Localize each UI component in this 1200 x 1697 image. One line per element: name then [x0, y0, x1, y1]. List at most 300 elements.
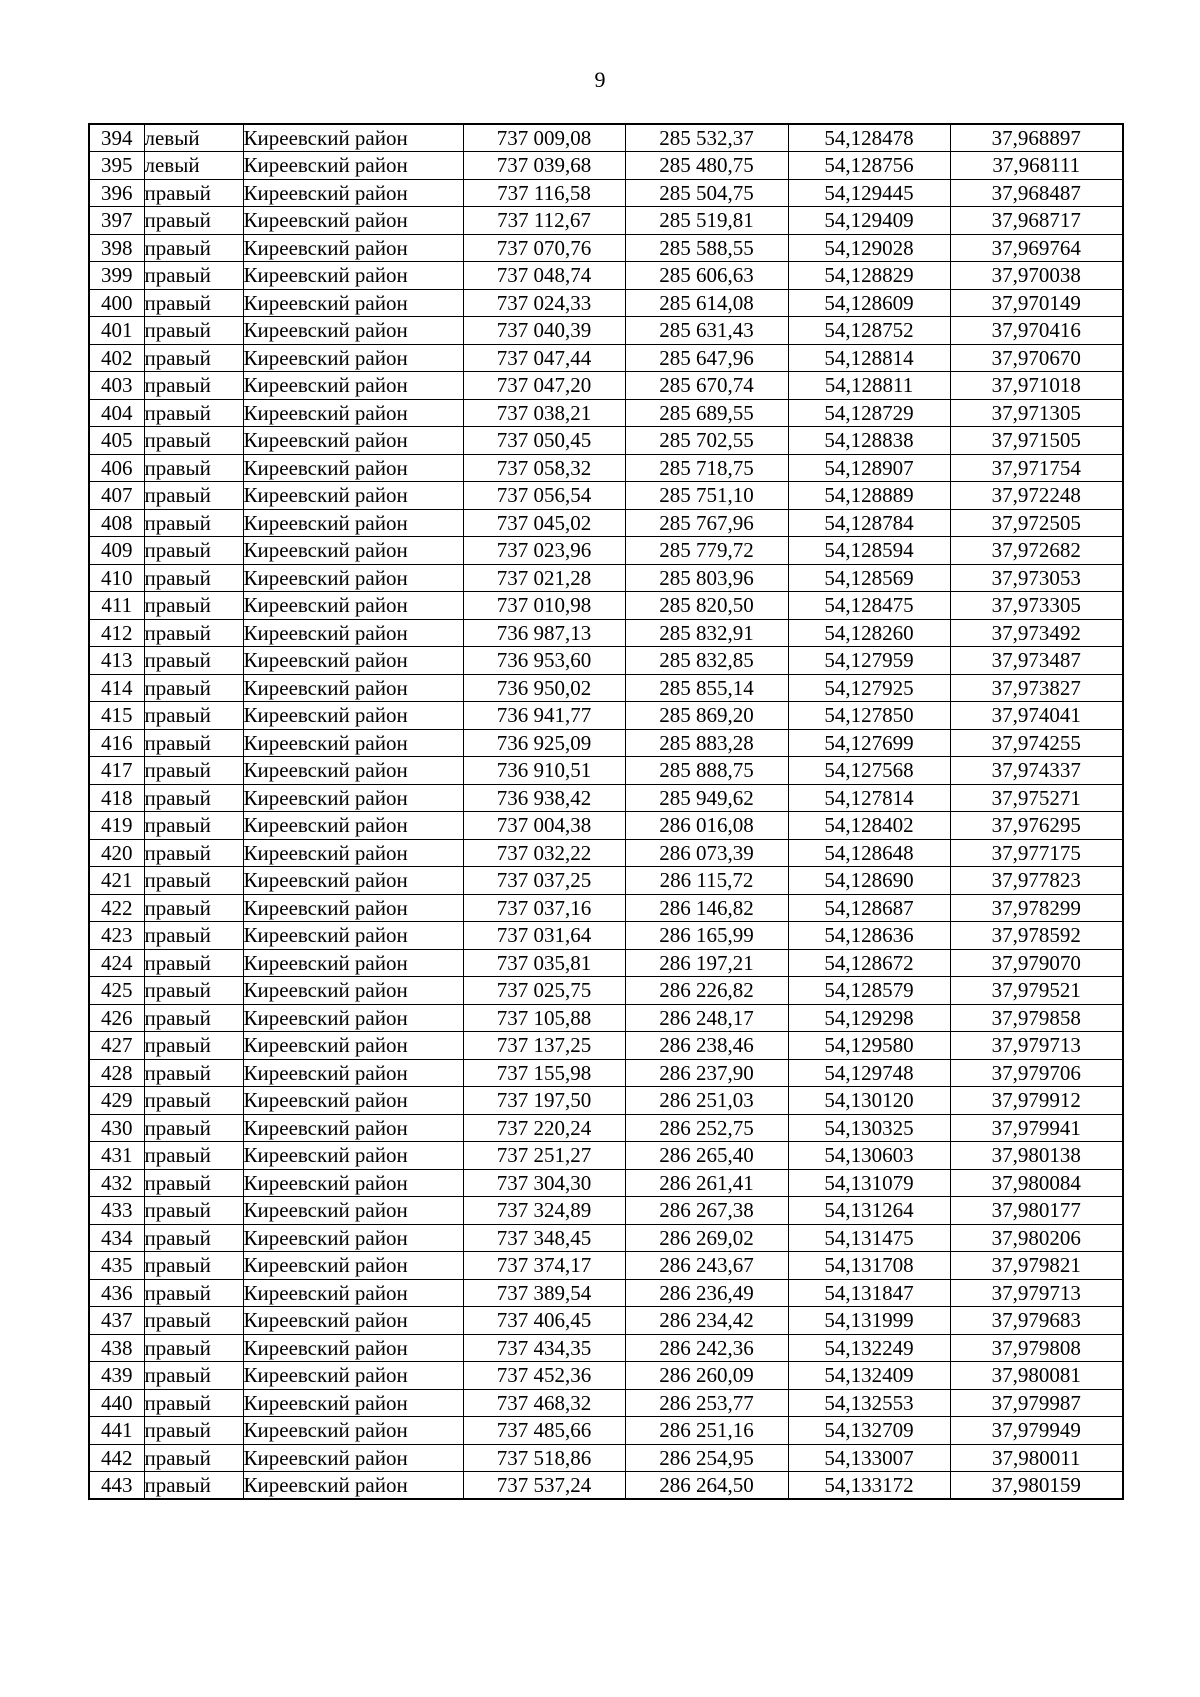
district-cell: Киреевский район	[243, 509, 463, 537]
x-coordinate-cell: 737 105,88	[463, 1004, 625, 1032]
y-coordinate-cell: 285 631,43	[625, 317, 788, 345]
longitude-cell: 37,979683	[950, 1307, 1123, 1335]
latitude-cell: 54,128402	[788, 812, 950, 840]
point-number-cell: 417	[89, 757, 144, 785]
district-cell: Киреевский район	[243, 262, 463, 290]
latitude-cell: 54,129409	[788, 207, 950, 235]
longitude-cell: 37,977175	[950, 839, 1123, 867]
table-row	[89, 812, 1123, 840]
district-cell: Киреевский район	[243, 674, 463, 702]
district-cell: Киреевский район	[243, 399, 463, 427]
district-cell: Киреевский район	[243, 1114, 463, 1142]
bank-side-cell: правый	[144, 619, 243, 647]
bank-side-cell: правый	[144, 1417, 243, 1445]
bank-side-cell: правый	[144, 1059, 243, 1087]
point-number-cell: 412	[89, 619, 144, 647]
district-cell: Киреевский район	[243, 427, 463, 455]
point-number-cell: 426	[89, 1004, 144, 1032]
longitude-cell: 37,971505	[950, 427, 1123, 455]
longitude-cell: 37,972248	[950, 482, 1123, 510]
bank-side-cell: правый	[144, 1334, 243, 1362]
longitude-cell: 37,980177	[950, 1197, 1123, 1225]
y-coordinate-cell: 286 260,09	[625, 1362, 788, 1390]
table-row	[89, 1059, 1123, 1087]
point-number-cell: 428	[89, 1059, 144, 1087]
district-cell: Киреевский район	[243, 784, 463, 812]
latitude-cell: 54,132409	[788, 1362, 950, 1390]
y-coordinate-cell: 286 234,42	[625, 1307, 788, 1335]
point-number-cell: 419	[89, 812, 144, 840]
point-number-cell: 439	[89, 1362, 144, 1390]
latitude-cell: 54,128636	[788, 922, 950, 950]
bank-side-cell: правый	[144, 757, 243, 785]
y-coordinate-cell: 286 243,67	[625, 1252, 788, 1280]
bank-side-cell: правый	[144, 509, 243, 537]
point-number-cell: 436	[89, 1279, 144, 1307]
y-coordinate-cell: 285 606,63	[625, 262, 788, 290]
latitude-cell: 54,131847	[788, 1279, 950, 1307]
bank-side-cell: правый	[144, 1444, 243, 1472]
longitude-cell: 37,979070	[950, 949, 1123, 977]
table-row	[89, 839, 1123, 867]
table-row	[89, 344, 1123, 372]
longitude-cell: 37,980159	[950, 1472, 1123, 1500]
table-row	[89, 592, 1123, 620]
point-number-cell: 432	[89, 1169, 144, 1197]
point-number-cell: 405	[89, 427, 144, 455]
latitude-cell: 54,129445	[788, 179, 950, 207]
y-coordinate-cell: 286 261,41	[625, 1169, 788, 1197]
table-row	[89, 1472, 1123, 1500]
longitude-cell: 37,975271	[950, 784, 1123, 812]
y-coordinate-cell: 286 253,77	[625, 1389, 788, 1417]
point-number-cell: 395	[89, 152, 144, 180]
longitude-cell: 37,978592	[950, 922, 1123, 950]
y-coordinate-cell: 285 519,81	[625, 207, 788, 235]
bank-side-cell: правый	[144, 1087, 243, 1115]
point-number-cell: 408	[89, 509, 144, 537]
y-coordinate-cell: 286 248,17	[625, 1004, 788, 1032]
latitude-cell: 54,130603	[788, 1142, 950, 1170]
table-row	[89, 729, 1123, 757]
latitude-cell: 54,129748	[788, 1059, 950, 1087]
point-number-cell: 401	[89, 317, 144, 345]
table-row	[89, 1032, 1123, 1060]
point-number-cell: 407	[89, 482, 144, 510]
bank-side-cell: правый	[144, 1169, 243, 1197]
district-cell: Киреевский район	[243, 207, 463, 235]
x-coordinate-cell: 737 050,45	[463, 427, 625, 455]
table-row	[89, 1417, 1123, 1445]
y-coordinate-cell: 286 252,75	[625, 1114, 788, 1142]
district-cell: Киреевский район	[243, 234, 463, 262]
bank-side-cell: правый	[144, 1389, 243, 1417]
bank-side-cell: правый	[144, 812, 243, 840]
x-coordinate-cell: 737 112,67	[463, 207, 625, 235]
bank-side-cell: правый	[144, 564, 243, 592]
bank-side-cell: правый	[144, 647, 243, 675]
y-coordinate-cell: 285 767,96	[625, 509, 788, 537]
table-row	[89, 1334, 1123, 1362]
y-coordinate-cell: 285 888,75	[625, 757, 788, 785]
latitude-cell: 54,132709	[788, 1417, 950, 1445]
bank-side-cell: правый	[144, 949, 243, 977]
x-coordinate-cell: 737 374,17	[463, 1252, 625, 1280]
latitude-cell: 54,131264	[788, 1197, 950, 1225]
table-row	[89, 1114, 1123, 1142]
district-cell: Киреевский район	[243, 1059, 463, 1087]
longitude-cell: 37,969764	[950, 234, 1123, 262]
bank-side-cell: правый	[144, 922, 243, 950]
latitude-cell: 54,128609	[788, 289, 950, 317]
longitude-cell: 37,980081	[950, 1362, 1123, 1390]
table-row	[89, 262, 1123, 290]
table-row	[89, 1279, 1123, 1307]
point-number-cell: 425	[89, 977, 144, 1005]
latitude-cell: 54,127925	[788, 674, 950, 702]
x-coordinate-cell: 737 220,24	[463, 1114, 625, 1142]
longitude-cell: 37,979987	[950, 1389, 1123, 1417]
latitude-cell: 54,131079	[788, 1169, 950, 1197]
table-row	[89, 509, 1123, 537]
district-cell: Киреевский район	[243, 702, 463, 730]
x-coordinate-cell: 737 324,89	[463, 1197, 625, 1225]
y-coordinate-cell: 286 146,82	[625, 894, 788, 922]
latitude-cell: 54,132553	[788, 1389, 950, 1417]
x-coordinate-cell: 737 058,32	[463, 454, 625, 482]
bank-side-cell: правый	[144, 1472, 243, 1500]
table-row	[89, 784, 1123, 812]
district-cell: Киреевский район	[243, 894, 463, 922]
table-row	[89, 399, 1123, 427]
bank-side-cell: правый	[144, 1032, 243, 1060]
district-cell: Киреевский район	[243, 977, 463, 1005]
latitude-cell: 54,131708	[788, 1252, 950, 1280]
y-coordinate-cell: 286 237,90	[625, 1059, 788, 1087]
district-cell: Киреевский район	[243, 1142, 463, 1170]
district-cell: Киреевский район	[243, 482, 463, 510]
x-coordinate-cell: 737 004,38	[463, 812, 625, 840]
x-coordinate-cell: 736 941,77	[463, 702, 625, 730]
longitude-cell: 37,970038	[950, 262, 1123, 290]
latitude-cell: 54,128756	[788, 152, 950, 180]
district-cell: Киреевский район	[243, 729, 463, 757]
table-row	[89, 757, 1123, 785]
bank-side-cell: правый	[144, 1224, 243, 1252]
table-row	[89, 454, 1123, 482]
latitude-cell: 54,129028	[788, 234, 950, 262]
point-number-cell: 409	[89, 537, 144, 565]
y-coordinate-cell: 286 242,36	[625, 1334, 788, 1362]
y-coordinate-cell: 286 265,40	[625, 1142, 788, 1170]
district-cell: Киреевский район	[243, 1444, 463, 1472]
bank-side-cell: правый	[144, 839, 243, 867]
table-row	[89, 289, 1123, 317]
x-coordinate-cell: 737 137,25	[463, 1032, 625, 1060]
district-cell: Киреевский район	[243, 537, 463, 565]
bank-side-cell: правый	[144, 207, 243, 235]
y-coordinate-cell: 285 504,75	[625, 179, 788, 207]
longitude-cell: 37,970149	[950, 289, 1123, 317]
latitude-cell: 54,127699	[788, 729, 950, 757]
point-number-cell: 440	[89, 1389, 144, 1417]
y-coordinate-cell: 286 251,16	[625, 1417, 788, 1445]
point-number-cell: 422	[89, 894, 144, 922]
latitude-cell: 54,131475	[788, 1224, 950, 1252]
district-cell: Киреевский район	[243, 1472, 463, 1500]
point-number-cell: 418	[89, 784, 144, 812]
y-coordinate-cell: 285 588,55	[625, 234, 788, 262]
latitude-cell: 54,128784	[788, 509, 950, 537]
y-coordinate-cell: 285 832,91	[625, 619, 788, 647]
x-coordinate-cell: 737 434,35	[463, 1334, 625, 1362]
x-coordinate-cell: 737 037,25	[463, 867, 625, 895]
coordinates-table-body	[89, 124, 1123, 1499]
latitude-cell: 54,130325	[788, 1114, 950, 1142]
point-number-cell: 413	[89, 647, 144, 675]
district-cell: Киреевский район	[243, 317, 463, 345]
x-coordinate-cell: 737 024,33	[463, 289, 625, 317]
y-coordinate-cell: 286 254,95	[625, 1444, 788, 1472]
latitude-cell: 54,127814	[788, 784, 950, 812]
bank-side-cell: правый	[144, 1362, 243, 1390]
table-row	[89, 152, 1123, 180]
longitude-cell: 37,980084	[950, 1169, 1123, 1197]
bank-side-cell: правый	[144, 262, 243, 290]
point-number-cell: 442	[89, 1444, 144, 1472]
point-number-cell: 414	[89, 674, 144, 702]
longitude-cell: 37,973305	[950, 592, 1123, 620]
x-coordinate-cell: 737 038,21	[463, 399, 625, 427]
y-coordinate-cell: 285 532,37	[625, 124, 788, 152]
point-number-cell: 406	[89, 454, 144, 482]
bank-side-cell: правый	[144, 702, 243, 730]
y-coordinate-cell: 286 238,46	[625, 1032, 788, 1060]
y-coordinate-cell: 286 226,82	[625, 977, 788, 1005]
district-cell: Киреевский район	[243, 564, 463, 592]
district-cell: Киреевский район	[243, 812, 463, 840]
longitude-cell: 37,972682	[950, 537, 1123, 565]
y-coordinate-cell: 286 267,38	[625, 1197, 788, 1225]
longitude-cell: 37,979706	[950, 1059, 1123, 1087]
point-number-cell: 433	[89, 1197, 144, 1225]
point-number-cell: 397	[89, 207, 144, 235]
table-row	[89, 922, 1123, 950]
table-row	[89, 1224, 1123, 1252]
x-coordinate-cell: 737 452,36	[463, 1362, 625, 1390]
point-number-cell: 424	[89, 949, 144, 977]
bank-side-cell: правый	[144, 454, 243, 482]
longitude-cell: 37,968717	[950, 207, 1123, 235]
district-cell: Киреевский район	[243, 839, 463, 867]
district-cell: Киреевский район	[243, 1279, 463, 1307]
bank-side-cell: правый	[144, 234, 243, 262]
longitude-cell: 37,979858	[950, 1004, 1123, 1032]
bank-side-cell: правый	[144, 977, 243, 1005]
x-coordinate-cell: 736 950,02	[463, 674, 625, 702]
y-coordinate-cell: 285 883,28	[625, 729, 788, 757]
x-coordinate-cell: 737 197,50	[463, 1087, 625, 1115]
table-row	[89, 977, 1123, 1005]
bank-side-cell: правый	[144, 317, 243, 345]
point-number-cell: 396	[89, 179, 144, 207]
latitude-cell: 54,128838	[788, 427, 950, 455]
y-coordinate-cell: 286 016,08	[625, 812, 788, 840]
coordinates-table	[88, 123, 1124, 1500]
latitude-cell: 54,128687	[788, 894, 950, 922]
table-row	[89, 317, 1123, 345]
point-number-cell: 402	[89, 344, 144, 372]
bank-side-cell: правый	[144, 1114, 243, 1142]
x-coordinate-cell: 737 023,96	[463, 537, 625, 565]
district-cell: Киреевский район	[243, 1389, 463, 1417]
bank-side-cell: правый	[144, 372, 243, 400]
table-row	[89, 207, 1123, 235]
table-row	[89, 1362, 1123, 1390]
table-row	[89, 537, 1123, 565]
point-number-cell: 430	[89, 1114, 144, 1142]
latitude-cell: 54,128814	[788, 344, 950, 372]
table-row	[89, 1197, 1123, 1225]
district-cell: Киреевский район	[243, 619, 463, 647]
district-cell: Киреевский район	[243, 867, 463, 895]
point-number-cell: 394	[89, 124, 144, 152]
longitude-cell: 37,979521	[950, 977, 1123, 1005]
x-coordinate-cell: 737 010,98	[463, 592, 625, 620]
x-coordinate-cell: 737 389,54	[463, 1279, 625, 1307]
table-row	[89, 179, 1123, 207]
point-number-cell: 420	[89, 839, 144, 867]
latitude-cell: 54,128752	[788, 317, 950, 345]
bank-side-cell: правый	[144, 289, 243, 317]
y-coordinate-cell: 286 115,72	[625, 867, 788, 895]
bank-side-cell: правый	[144, 1197, 243, 1225]
latitude-cell: 54,127850	[788, 702, 950, 730]
point-number-cell: 441	[89, 1417, 144, 1445]
x-coordinate-cell: 737 045,02	[463, 509, 625, 537]
point-number-cell: 404	[89, 399, 144, 427]
x-coordinate-cell: 737 155,98	[463, 1059, 625, 1087]
x-coordinate-cell: 737 039,68	[463, 152, 625, 180]
table-row	[89, 1307, 1123, 1335]
y-coordinate-cell: 285 949,62	[625, 784, 788, 812]
x-coordinate-cell: 736 910,51	[463, 757, 625, 785]
bank-side-cell: правый	[144, 179, 243, 207]
latitude-cell: 54,128648	[788, 839, 950, 867]
x-coordinate-cell: 736 925,09	[463, 729, 625, 757]
longitude-cell: 37,970670	[950, 344, 1123, 372]
table-row	[89, 867, 1123, 895]
latitude-cell: 54,127959	[788, 647, 950, 675]
x-coordinate-cell: 737 047,44	[463, 344, 625, 372]
longitude-cell: 37,973827	[950, 674, 1123, 702]
bank-side-cell: правый	[144, 1279, 243, 1307]
latitude-cell: 54,128569	[788, 564, 950, 592]
district-cell: Киреевский район	[243, 1169, 463, 1197]
y-coordinate-cell: 285 670,74	[625, 372, 788, 400]
x-coordinate-cell: 737 021,28	[463, 564, 625, 592]
point-number-cell: 443	[89, 1472, 144, 1500]
latitude-cell: 54,128672	[788, 949, 950, 977]
x-coordinate-cell: 737 304,30	[463, 1169, 625, 1197]
point-number-cell: 410	[89, 564, 144, 592]
x-coordinate-cell: 737 348,45	[463, 1224, 625, 1252]
district-cell: Киреевский район	[243, 344, 463, 372]
point-number-cell: 438	[89, 1334, 144, 1362]
x-coordinate-cell: 737 406,45	[463, 1307, 625, 1335]
y-coordinate-cell: 286 073,39	[625, 839, 788, 867]
longitude-cell: 37,974255	[950, 729, 1123, 757]
bank-side-cell: правый	[144, 674, 243, 702]
longitude-cell: 37,973492	[950, 619, 1123, 647]
table-row	[89, 124, 1123, 152]
x-coordinate-cell: 737 116,58	[463, 179, 625, 207]
district-cell: Киреевский район	[243, 152, 463, 180]
district-cell: Киреевский район	[243, 124, 463, 152]
table-row	[89, 1169, 1123, 1197]
table-row	[89, 1252, 1123, 1280]
x-coordinate-cell: 737 056,54	[463, 482, 625, 510]
y-coordinate-cell: 286 264,50	[625, 1472, 788, 1500]
x-coordinate-cell: 737 025,75	[463, 977, 625, 1005]
bank-side-cell: правый	[144, 427, 243, 455]
longitude-cell: 37,973487	[950, 647, 1123, 675]
longitude-cell: 37,971018	[950, 372, 1123, 400]
latitude-cell: 54,128907	[788, 454, 950, 482]
x-coordinate-cell: 737 037,16	[463, 894, 625, 922]
district-cell: Киреевский район	[243, 757, 463, 785]
y-coordinate-cell: 286 197,21	[625, 949, 788, 977]
x-coordinate-cell: 737 537,24	[463, 1472, 625, 1500]
district-cell: Киреевский район	[243, 1334, 463, 1362]
table-row	[89, 674, 1123, 702]
district-cell: Киреевский район	[243, 1197, 463, 1225]
latitude-cell: 54,128260	[788, 619, 950, 647]
bank-side-cell: правый	[144, 1142, 243, 1170]
point-number-cell: 416	[89, 729, 144, 757]
latitude-cell: 54,128475	[788, 592, 950, 620]
point-number-cell: 399	[89, 262, 144, 290]
bank-side-cell: правый	[144, 344, 243, 372]
x-coordinate-cell: 737 251,27	[463, 1142, 625, 1170]
latitude-cell: 54,128829	[788, 262, 950, 290]
x-coordinate-cell: 737 518,86	[463, 1444, 625, 1472]
longitude-cell: 37,980206	[950, 1224, 1123, 1252]
y-coordinate-cell: 286 251,03	[625, 1087, 788, 1115]
bank-side-cell: правый	[144, 537, 243, 565]
x-coordinate-cell: 736 938,42	[463, 784, 625, 812]
table-row	[89, 482, 1123, 510]
y-coordinate-cell: 285 751,10	[625, 482, 788, 510]
longitude-cell: 37,978299	[950, 894, 1123, 922]
bank-side-cell: правый	[144, 1307, 243, 1335]
latitude-cell: 54,128594	[788, 537, 950, 565]
district-cell: Киреевский район	[243, 949, 463, 977]
point-number-cell: 423	[89, 922, 144, 950]
bank-side-cell: правый	[144, 894, 243, 922]
y-coordinate-cell: 285 803,96	[625, 564, 788, 592]
table-row	[89, 1444, 1123, 1472]
bank-side-cell: левый	[144, 124, 243, 152]
x-coordinate-cell: 737 032,22	[463, 839, 625, 867]
longitude-cell: 37,972505	[950, 509, 1123, 537]
point-number-cell: 411	[89, 592, 144, 620]
table-row	[89, 1004, 1123, 1032]
longitude-cell: 37,970416	[950, 317, 1123, 345]
latitude-cell: 54,128811	[788, 372, 950, 400]
district-cell: Киреевский район	[243, 179, 463, 207]
y-coordinate-cell: 285 855,14	[625, 674, 788, 702]
